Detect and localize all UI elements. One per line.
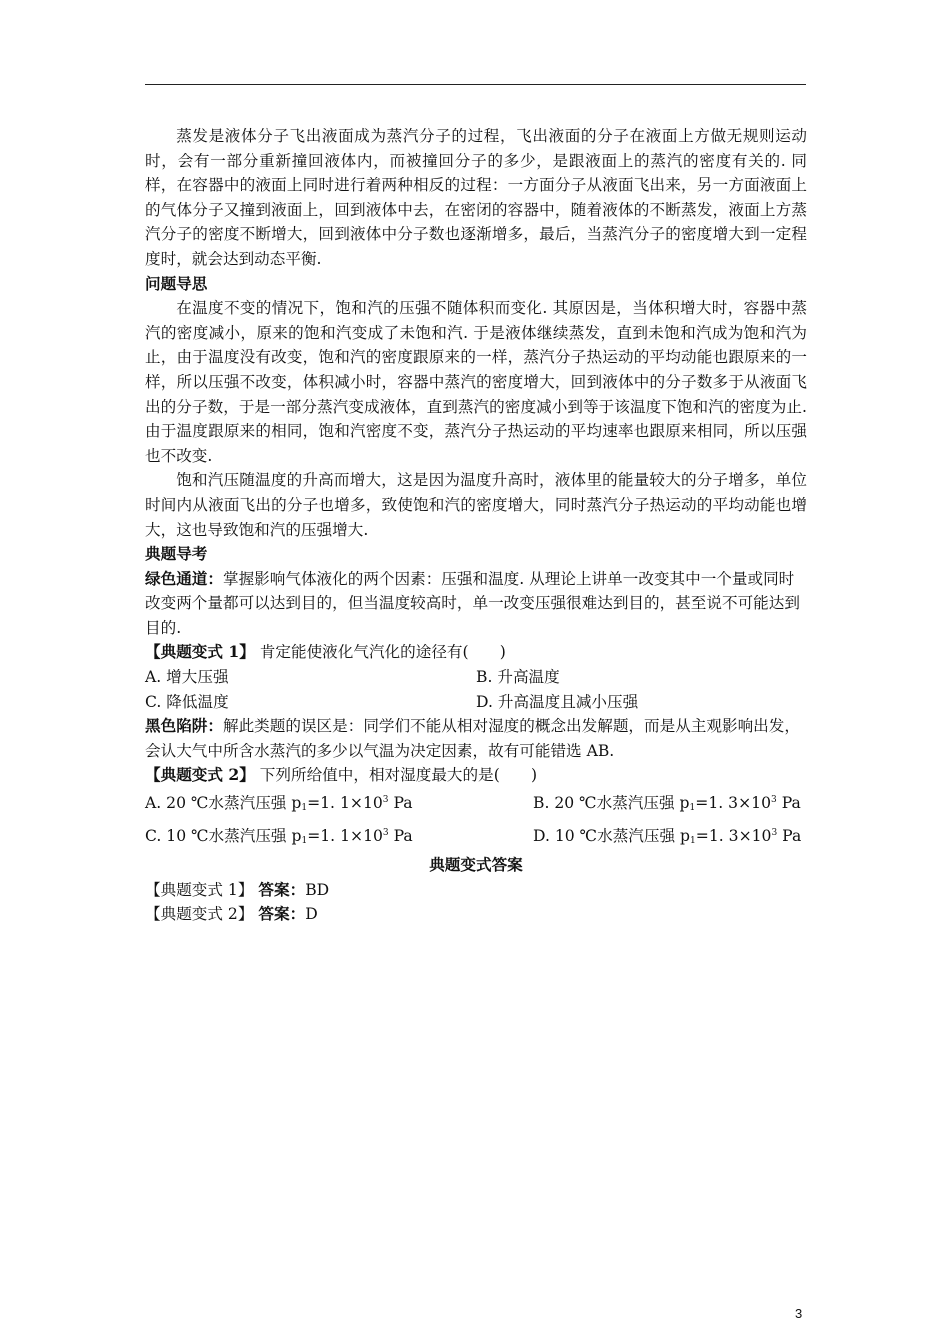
guide-paragraph-1: 在温度不变的情况下，饱和汽的压强不随体积而变化. 其原因是，当体积增大时，容器中蒸汽的密度减小，原来的饱和汽变成了未饱和汽. 于是液体继续蒸发，直到未饱和汽成为饱和汽为止，由于温度没有改变，饱和汽的密度跟原来的一样，蒸汽分子热运动的平均动能也跟原来的一样，所以压强不改变，体积减小时，容器中蒸汽的密度增大，回到液体中的分子数多于从液面飞出的分子数，于是一部分蒸汽变成液体，直到蒸汽的密度减小到等于该温度下饱和汽的密度为止. 由于温度跟原来的相同，饱和汽密度不变，蒸汽分子热运动的平均速率也跟原来相同，所以压强也不改变. <box>145 299 807 465</box>
answer-2 <box>145 902 807 927</box>
answer-1-value: BD <box>305 880 330 899</box>
page-number: 3 <box>795 1306 803 1321</box>
document-body <box>145 96 807 927</box>
guide-paragraph-2: 饱和汽压随温度的升高而增大，这是因为温度升高时，液体里的能量较大的分子增多，单位时间内从液面飞出的分子也增多，致使饱和汽的密度增大，同时蒸汽分子热运动的平均动能也增大，这也导致饱和汽的压强增大. <box>145 471 807 539</box>
option-c: C. 10 ℃水蒸汽压强 $p_1=1$. $1\times 10^3$ Pa <box>145 826 413 846</box>
black-trap-paragraph <box>145 714 807 763</box>
option-b: B. 升高温度 <box>476 668 560 687</box>
question-2-label: 【典题变式 2】 <box>145 765 255 785</box>
green-channel-label: 绿色通道： <box>145 568 223 588</box>
answer-2-prefix: 答案： <box>258 904 306 924</box>
question-1-options-row-1 <box>145 665 807 690</box>
black-trap-text: 解此类题的误区是：同学们不能从相对湿度的概念出发解题，而是从主观影响出发，会认大气中所含水蒸汽的多少以气温为决定因素，故有可能错选 AB. <box>145 717 800 760</box>
question-2-options-row-1 <box>145 788 807 821</box>
question-1-text: 肯定能使液化气汽化的途径有( ) <box>254 643 506 662</box>
section-heading-guide: 问题导思 <box>145 273 208 293</box>
option-d: D. 升高温度且减小压强 <box>476 692 639 711</box>
option-c: C. 降低温度 <box>145 692 229 711</box>
header-rule <box>145 84 806 85</box>
answer-2-label: 【典题变式 2】 <box>145 905 254 924</box>
answer-1-prefix: 答案： <box>258 879 306 899</box>
option-a: A. 20 ℃水蒸汽压强 $p_1=1$. $1\times 10^3$ Pa <box>145 794 413 814</box>
green-channel-text: 掌握影响气体液化的两个因素：压强和温度. 从理论上讲单一改变其中一个量或同时改变两个量都可以达到目的，但当温度较高时，单一改变压强很难达到目的，甚至说不可能达到目的. <box>145 569 800 637</box>
question-2 <box>145 763 807 788</box>
question-2-options-row-2 <box>145 821 807 854</box>
question-1 <box>145 640 807 665</box>
green-channel-paragraph <box>145 567 807 641</box>
option-b: B. 20 ℃水蒸汽压强 $p_1=1$. $3\times 10^3$ Pa <box>533 794 801 814</box>
black-trap-label: 黑色陷阱： <box>145 716 223 736</box>
option-a: A. 增大压强 <box>145 668 229 687</box>
question-2-text: 下列所给值中，相对湿度最大的是( ) <box>254 766 538 785</box>
intro-paragraph: 蒸发是液体分子飞出液面成为蒸汽分子的过程，飞出液面的分子在液面上方做无规则运动时，会有一部分重新撞回液体内，而被撞回分子的多少，是跟液面上的蒸汽的密度有关的. 同样，在容器中的液面上同时进行着两种相反的过程：一方面分子从液面飞出来，另一方面液面上的气体分子又撞到液面上，回到液体中去，在密闭的容器中，随着液体的不断蒸发，液面上方蒸汽分子的密度不断增大，回到液体中分子数也逐渐增多，最后，当蒸汽分子的密度增大到一定程度时，就会达到动态平衡. <box>145 127 807 268</box>
answer-1-label: 【典题变式 1】 <box>145 880 254 899</box>
option-d: D. 10 ℃水蒸汽压强 $p_1=1$. $3\times 10^3$ Pa <box>533 826 802 846</box>
question-1-label: 【典题变式 1】 <box>145 642 255 662</box>
answer-2-value: D <box>305 905 318 924</box>
question-1-options-row-2 <box>145 690 807 715</box>
answer-1 <box>145 878 807 903</box>
section-heading-examples: 典题导考 <box>145 544 208 564</box>
answers-heading: 典题变式答案 <box>429 855 523 875</box>
